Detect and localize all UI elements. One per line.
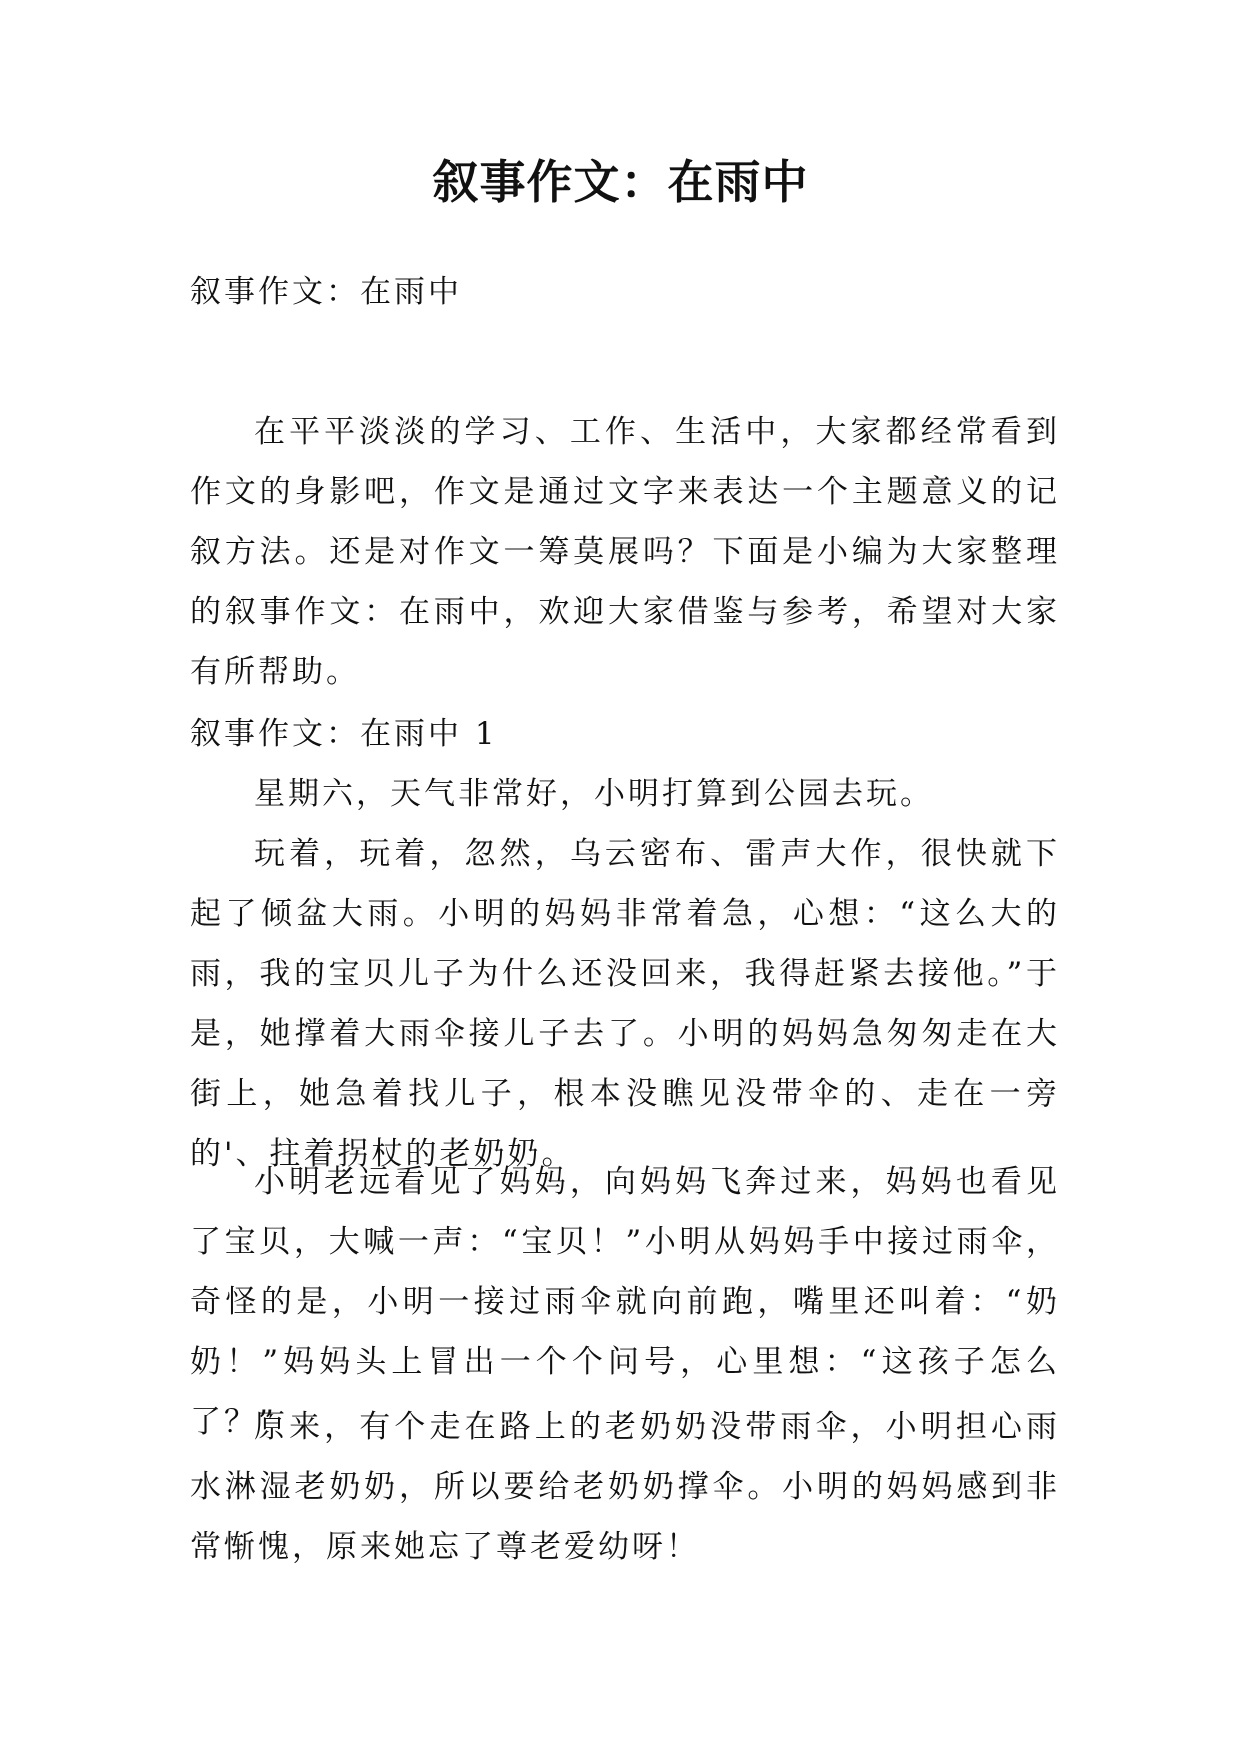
body-paragraph-3: 小明老远看见了妈妈，向妈妈飞奔过来，妈妈也看见了宝贝，大喊一声：“宝贝！”小明从妈妈手中接过雨伞，奇怪的是，小明一接过雨伞就向前跑，嘴里还叫着：“奶奶！”妈妈头上冒出一个个问号，心里想：“这孩子怎么了？” [190, 1164, 1060, 1440]
body-paragraph-4: 原来，有个走在路上的老奶奶没带雨伞，小明担心雨水淋湿老奶奶，所以要给老奶奶撑伞。小明的妈妈感到非常惭愧，原来她忘了尊老爱幼呀！ [190, 1409, 1060, 1565]
body-paragraph-1: 星期六，天气非常好，小明打算到公园去玩。 [254, 776, 934, 812]
section-heading: 叙事作文：在雨中 1 [190, 716, 498, 752]
intro-paragraph: 在平平淡淡的学习、工作、生活中，大家都经常看到作文的身影吧，作文是通过文字来表达一个主题意义的记叙方法。还是对作文一筹莫展吗？下面是小编为大家整理的叙事作文：在雨中，欢迎大家借鉴与参考，希望对大家有所帮助。 [190, 414, 1060, 690]
document-subtitle: 叙事作文：在雨中 [190, 274, 462, 310]
body-paragraph-2: 玩着，玩着，忽然，乌云密布、雷声大作，很快就下起了倾盆大雨。小明的妈妈非常着急，心想：“这么大的雨，我的宝贝儿子为什么还没回来，我得赶紧去接他。”于是，她撑着大雨伞接儿子去了。小明的妈妈急匆匆走在大街上，她急着找儿子，根本没瞧见没带伞的、走在一旁的'、拄着拐杖的老奶奶。 [190, 836, 1060, 1172]
document-title: 叙事作文：在雨中 [432, 155, 809, 209]
